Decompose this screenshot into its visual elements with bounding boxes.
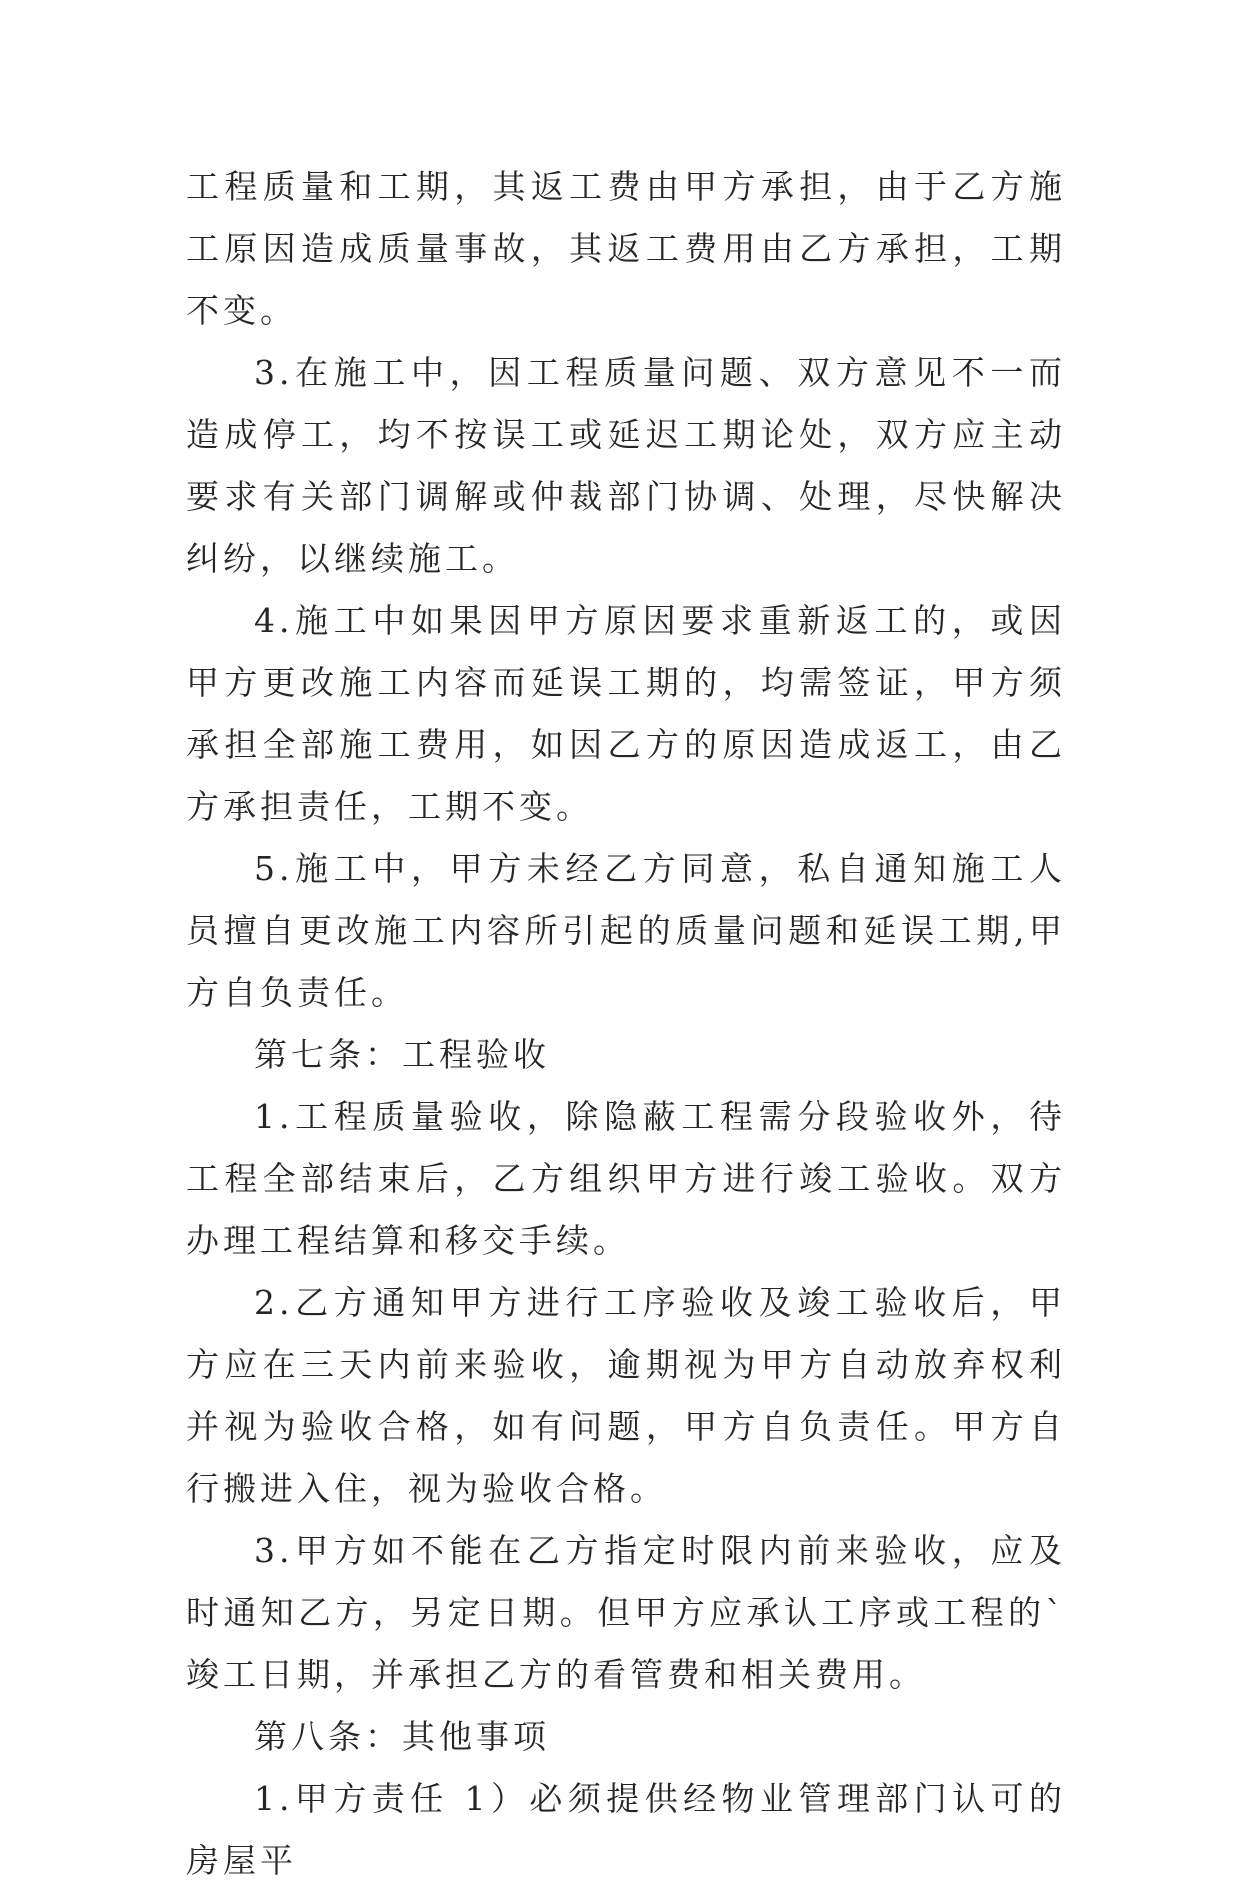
paragraph-acceptance-3: 3.甲方如不能在乙方指定时限内前来验收，应及时通知乙方，另定日期。但甲方应承认工序或工程的`竣工日期，并承担乙方的看管费和相关费用。	[186, 1531, 1066, 1694]
document-body	[186, 156, 1066, 1892]
paragraph-other-1: 1.甲方责任 1）必须提供经物业管理部门认可的房屋平	[186, 1779, 1066, 1880]
paragraph-clause-3-dispute: 3.在施工中，因工程质量问题、双方意见不一而造成停工，均不按误工或延迟工期论处，双方应主动要求有关部门调解或仲裁部门协调、处理，尽快解决纠纷，以继续施工。	[186, 353, 1066, 578]
paragraph-acceptance-2: 2.乙方通知甲方进行工序验收及竣工验收后，甲方应在三天内前来验收，逾期视为甲方自动放弃权利并视为验收合格，如有问题，甲方自负责任。甲方自行搬进入住，视为验收合格。	[186, 1283, 1066, 1508]
paragraph-acceptance-1: 1.工程质量验收，除隐蔽工程需分段验收外，待工程全部结束后，乙方组织甲方进行竣工验收。双方办理工程结算和移交手续。	[186, 1097, 1066, 1260]
heading-article-7: 第七条：工程验收	[254, 1035, 550, 1074]
paragraph-clause-5-unauthorized-change: 5.施工中，甲方未经乙方同意，私自通知施工人员擅自更改施工内容所引起的质量问题和延误工期,甲方自负责任。	[186, 849, 1066, 1012]
heading-article-8: 第八条：其他事项	[254, 1717, 550, 1756]
paragraph-clause-4-rework: 4.施工中如果因甲方原因要求重新返工的，或因甲方更改施工内容而延误工期的，均需签证，甲方须承担全部施工费用，如因乙方的原因造成返工，由乙方承担责任，工期不变。	[186, 601, 1066, 826]
paragraph-continuation: 工程质量和工期，其返工费由甲方承担，由于乙方施工原因造成质量事故，其返工费用由乙方承担，工期不变。	[186, 167, 1066, 330]
